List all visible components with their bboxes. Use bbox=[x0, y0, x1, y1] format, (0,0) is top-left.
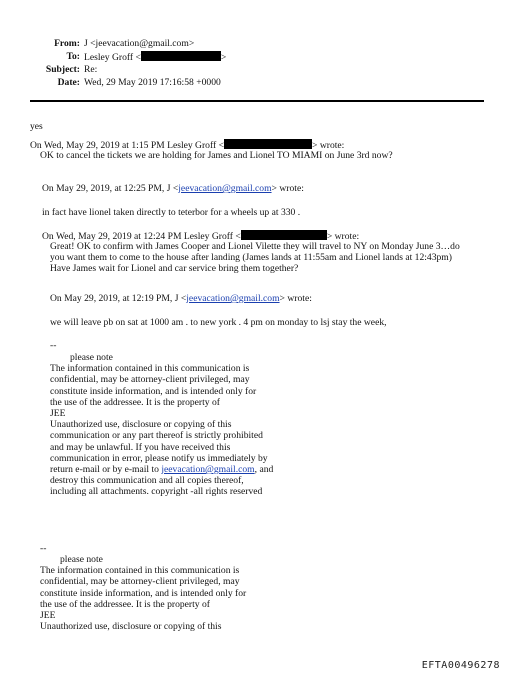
sig-line: Unauthorized use, disclosure or copying of this bbox=[50, 419, 232, 431]
quote2-text: in fact have lionel taken directly to teterbor for a wheels up at 330 . bbox=[42, 207, 301, 218]
quote2-pre: On May 29, 2019, at 12:25 PM, J < bbox=[42, 183, 179, 194]
redaction-bar bbox=[141, 51, 221, 61]
subject-label: Subject: bbox=[45, 64, 80, 75]
from-label: From: bbox=[54, 38, 80, 49]
sig-line: destroy this communication and all copies thereof, bbox=[50, 475, 244, 487]
quote3-post: > wrote: bbox=[326, 231, 360, 242]
sig-email-pre: return e-mail or by e-mail to bbox=[50, 464, 162, 476]
sig-line: The information contained in this communication is bbox=[40, 565, 240, 577]
quote2-email-link[interactable]: jeevacation@gmail.com bbox=[178, 183, 272, 194]
redaction-bar bbox=[241, 230, 327, 240]
quote1-pre: On Wed, May 29, 2019 at 1:15 PM Lesley Groff < bbox=[30, 140, 225, 151]
signature2 bbox=[40, 554, 246, 632]
reply-text: yes bbox=[30, 121, 43, 132]
sig-email-post: , and bbox=[254, 464, 274, 476]
sig-line: the use of the addressee. It is the property of bbox=[40, 598, 210, 610]
quote1-post: > wrote: bbox=[312, 140, 345, 151]
sig-email-line bbox=[50, 464, 273, 475]
date-value: Wed, 29 May 2019 17:16:58 +0000 bbox=[84, 77, 221, 88]
quote4-attribution bbox=[50, 293, 312, 304]
sig-line: communication in error, please notify us immediately by bbox=[50, 452, 268, 464]
sig-line: confidential, may be attorney-client privileged, may bbox=[40, 576, 240, 588]
sig-line: confidential, may be attorney-client privileged, may bbox=[50, 374, 250, 386]
sig-line: including all attachments. copyright -all rights reserved bbox=[50, 486, 263, 498]
to-tail: > bbox=[220, 52, 227, 63]
sig-line: constitute inside information, and is intended only for bbox=[50, 385, 257, 397]
to-field bbox=[84, 51, 226, 63]
signature1 bbox=[50, 352, 273, 498]
quote3-line: Great! OK to confirm with James Cooper and Lionel Vilette they will travel to NY on Monday June 3…do bbox=[50, 241, 460, 252]
sig-line: constitute inside information, and is intended only for bbox=[40, 587, 247, 599]
quote3-line: Have James wait for Lionel and car service bring them together? bbox=[50, 263, 299, 275]
sig-line: please note bbox=[70, 352, 113, 363]
to-label: To: bbox=[66, 51, 80, 62]
sig-line: the use of the addressee. It is the property of bbox=[50, 396, 220, 408]
redaction-bar bbox=[224, 139, 312, 149]
sig-line: JEE bbox=[40, 610, 56, 622]
quote2-post: > wrote: bbox=[271, 183, 304, 194]
sig-line: The information contained in this communication is bbox=[50, 363, 250, 375]
quote4-email-link[interactable]: jeevacation@gmail.com bbox=[186, 293, 280, 304]
quote1-text: OK to cancel the tickets we are holding for James and Lionel TO MIAMI on June 3rd now? bbox=[40, 150, 393, 161]
signature1-dashes: -- bbox=[50, 340, 57, 351]
to-value: Lesley Groff < bbox=[84, 52, 141, 63]
header-divider bbox=[30, 100, 484, 102]
signature2-dashes: -- bbox=[40, 543, 47, 554]
subject-value: Re: bbox=[84, 64, 98, 75]
sig-line: please note bbox=[60, 554, 103, 565]
quote3-line: you want them to come to the house after landing (James lands at 11:55am and Lionel lands at 12:43pm) bbox=[50, 252, 452, 264]
bates-number: EFTA00496278 bbox=[421, 660, 500, 671]
quote3-pre: On Wed, May 29, 2019 at 12:24 PM Lesley Groff < bbox=[42, 231, 241, 242]
quote3-body bbox=[50, 241, 460, 275]
sig-line: and may be unlawful. If you have received this bbox=[50, 441, 231, 453]
quote4-text: we will leave pb on sat at 1000 am . to new york . 4 pm on monday to lsj stay the week, bbox=[50, 317, 387, 328]
quote4-post: > wrote: bbox=[279, 293, 312, 304]
sig-line: JEE bbox=[50, 408, 66, 420]
sig-line: communication or any part thereof is strictly prohibited bbox=[50, 430, 263, 442]
quote4-pre: On May 29, 2019, at 12:19 PM, J < bbox=[50, 293, 187, 304]
date-label: Date: bbox=[57, 77, 80, 88]
from-value: J <jeevacation@gmail.com> bbox=[84, 38, 195, 49]
sig-line: Unauthorized use, disclosure or copying of this bbox=[40, 621, 222, 633]
quote2-attribution bbox=[42, 183, 304, 194]
sig-email-link[interactable]: jeevacation@gmail.com bbox=[161, 464, 255, 476]
